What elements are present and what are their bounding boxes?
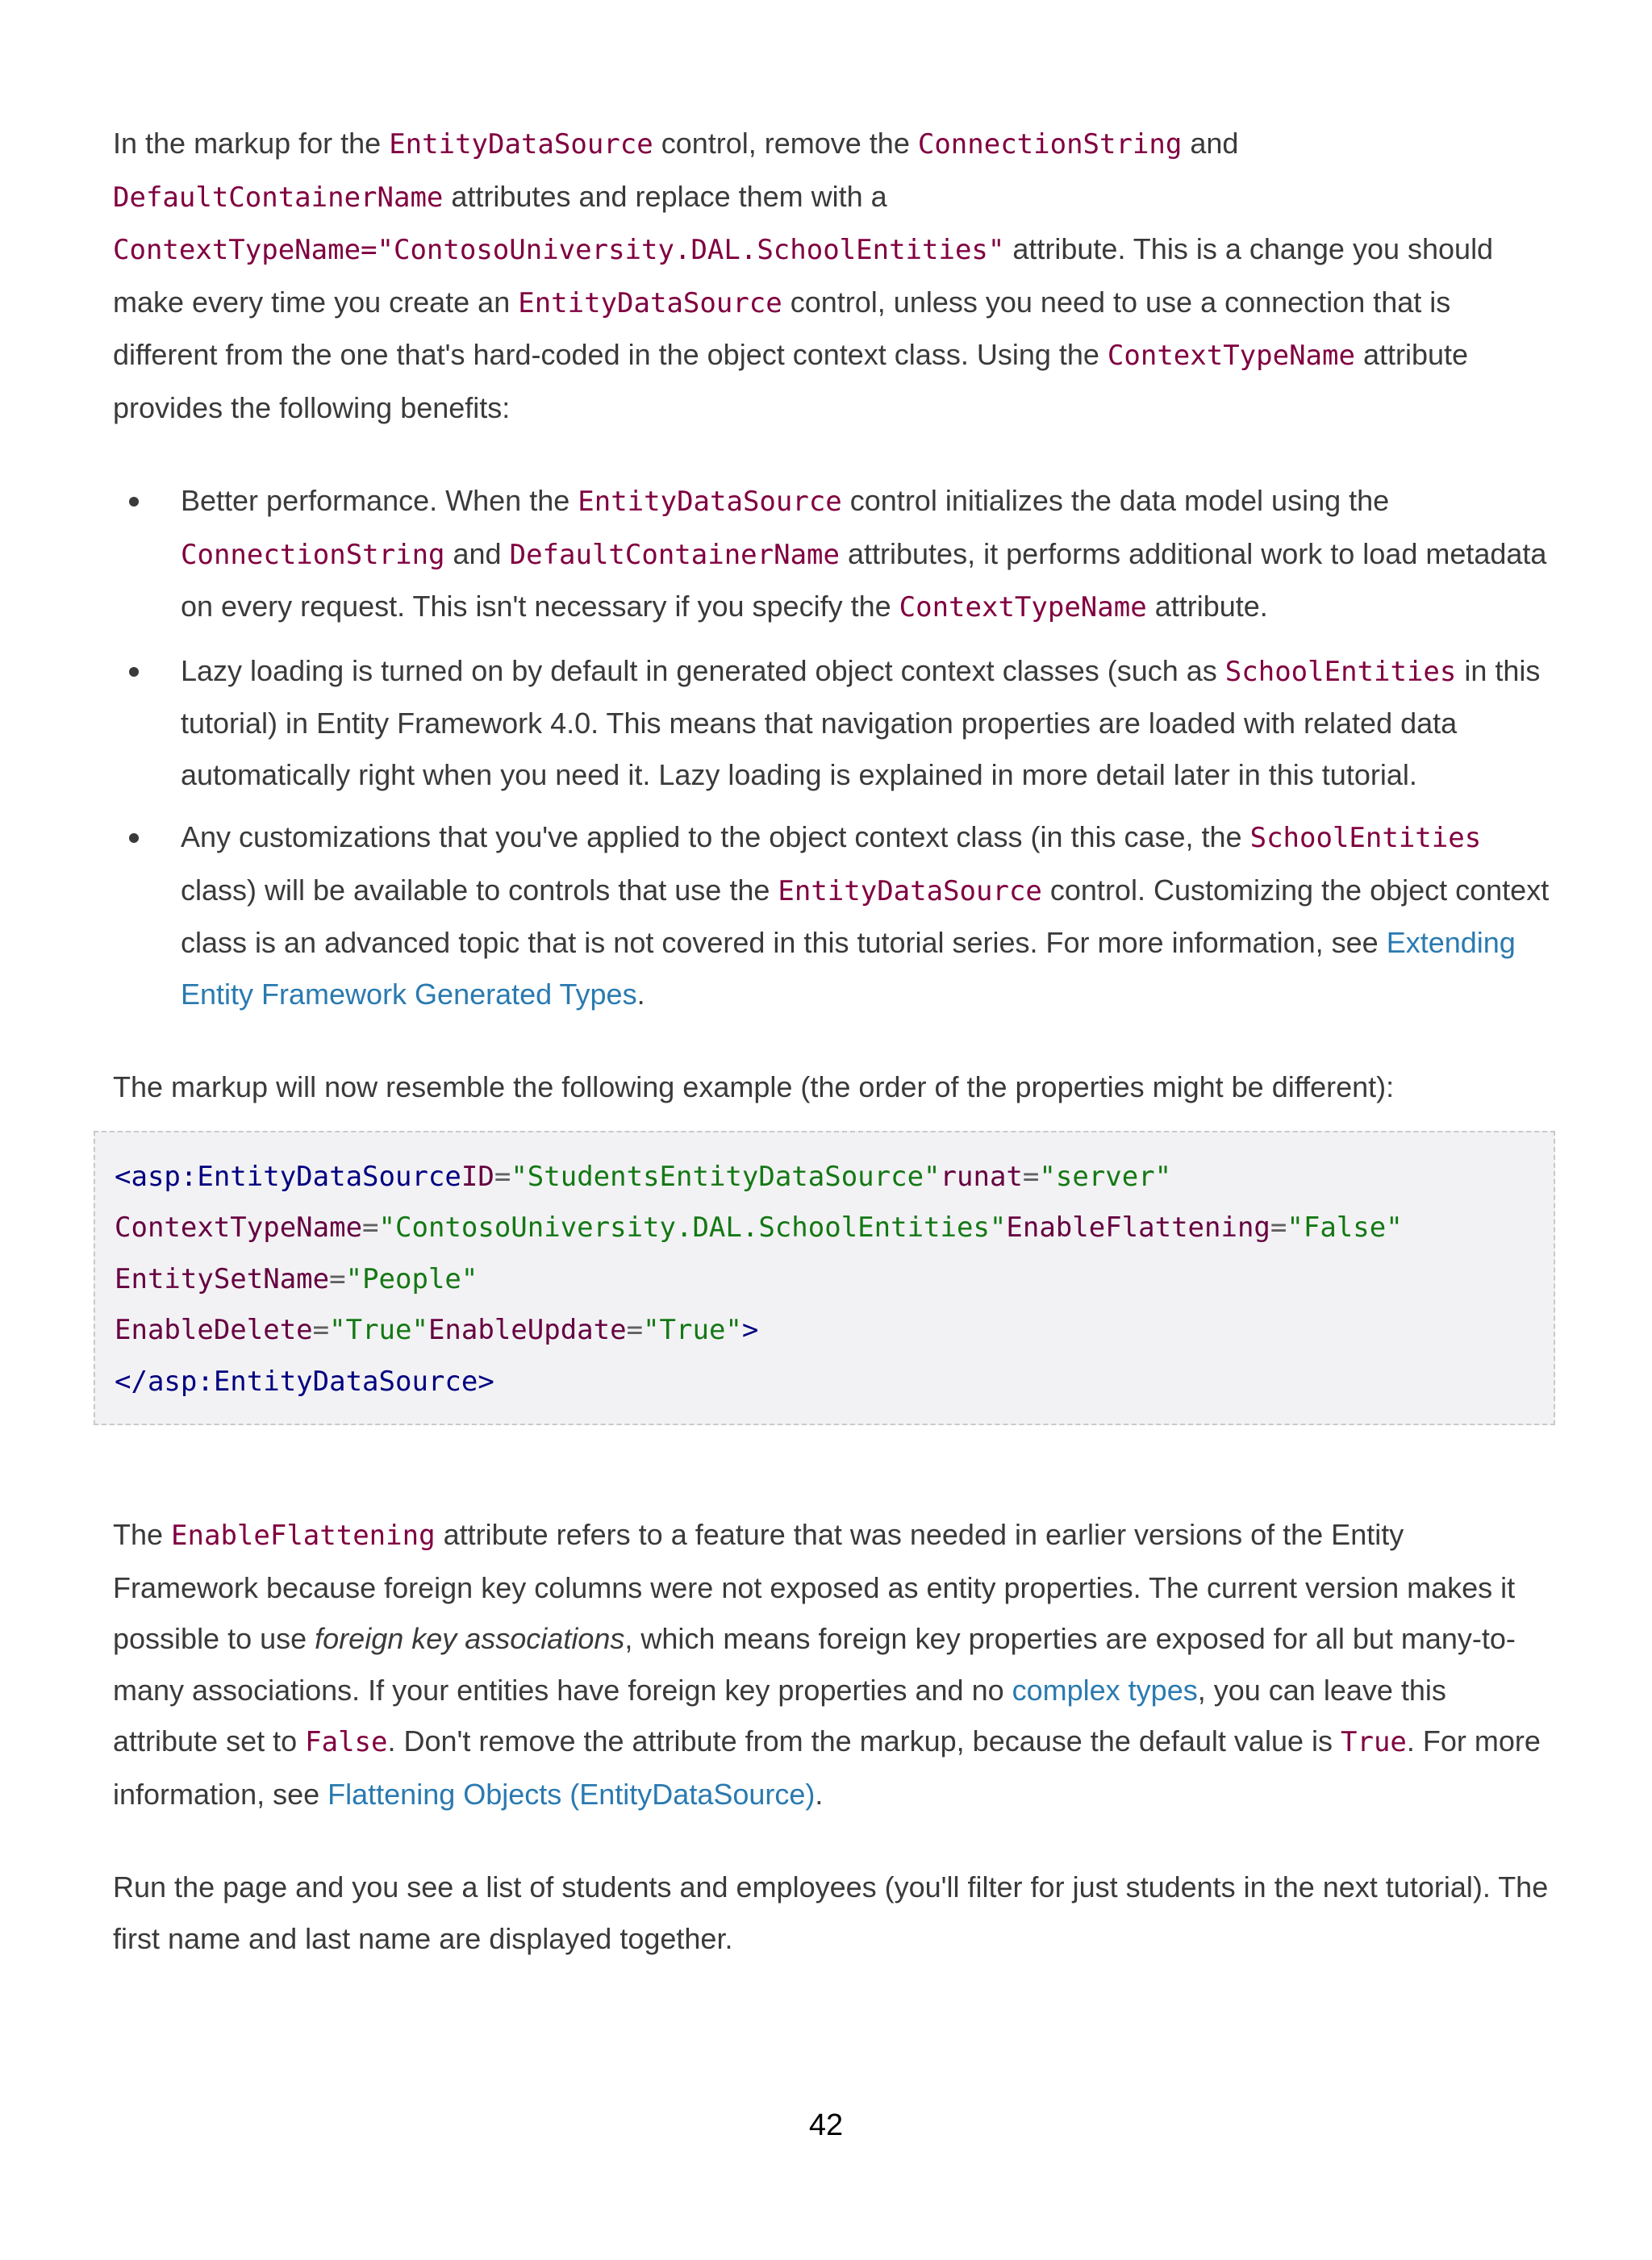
text: , which means foreign key properties are exposed for all but many-to-many associations. If your entities have foreign key properties and no: [113, 1622, 1516, 1707]
text: Better performance. When the: [181, 484, 578, 517]
text: , you can leave this attribute set to: [113, 1673, 1446, 1758]
inline-code: DefaultContainerName: [509, 538, 840, 571]
text: control, remove the: [653, 127, 918, 160]
inline-code: EntityDataSource: [389, 128, 653, 161]
inline-code: EnableFlattening: [171, 1520, 436, 1552]
code-eq: =: [1022, 1160, 1040, 1193]
text: and: [1182, 127, 1239, 160]
code-eq: =: [312, 1314, 330, 1346]
code-eq: =: [494, 1160, 511, 1193]
inline-code: ContextTypeName: [899, 591, 1147, 623]
code-attr: EnableDelete: [115, 1314, 313, 1346]
code-eq: =: [1270, 1211, 1287, 1244]
list-item: [113, 811, 1557, 1020]
code-line: [115, 1152, 1554, 1203]
code-tag: </asp:EntityDataSource>: [115, 1365, 494, 1398]
code-tag: <asp:EntityDataSource: [115, 1160, 461, 1193]
text: attribute.: [1146, 590, 1268, 623]
list-item: [113, 475, 1557, 634]
example-intro-paragraph: The markup will now resemble the following example (the order of the properties might be different):: [113, 1070, 1395, 1103]
code-attr: ID: [461, 1160, 494, 1193]
text: class) will be available to controls that use the: [181, 873, 778, 907]
text: In the markup for the: [113, 127, 390, 160]
inline-code: False: [305, 1726, 388, 1758]
code-value: "StudentsEntityDataSource": [511, 1160, 941, 1193]
inline-code: SchoolEntities: [1249, 822, 1482, 854]
code-attr: EntitySetName: [115, 1262, 330, 1295]
inline-code: DefaultContainerName: [113, 181, 444, 214]
text: attribute refers to a feature that was needed in earlier versions of the Entity Framework because foreign key columns were not exposed as entity properties. The current version makes it possible to use: [113, 1518, 1516, 1655]
inline-code: ConnectionString: [181, 538, 445, 571]
code-attr: EnableUpdate: [428, 1314, 627, 1346]
emphasis: foreign key associations: [315, 1622, 625, 1655]
text: attribute provides the following benefits:: [113, 338, 1469, 424]
inline-code: ConnectionString: [917, 128, 1183, 161]
bullet-icon: [129, 497, 139, 507]
code-value: "ContosoUniversity.DAL.SchoolEntities": [378, 1211, 1007, 1244]
inline-code: EntityDataSource: [518, 286, 782, 319]
text: and: [444, 536, 510, 570]
code-tag: >: [741, 1314, 759, 1346]
text: control, unless you need to use a connection that is different from the one that's hard-coded in the object context class. Using the: [113, 285, 1451, 371]
inline-code: EntityDataSource: [778, 874, 1042, 907]
inline-code: True: [1341, 1726, 1407, 1758]
code-value: "People": [345, 1262, 478, 1295]
text: attribute. This is a change you should make every time you create an: [113, 232, 1494, 319]
code-line: [115, 1305, 1554, 1357]
text: Any customizations that you've applied to the object context class (in this case, the: [181, 820, 1250, 853]
inline-code: ContextTypeName: [1107, 340, 1355, 372]
text: .: [636, 977, 645, 1011]
text: . Don't remove the attribute from the markup, because the default value is: [387, 1724, 1341, 1758]
text: attributes and replace them with a: [443, 179, 887, 213]
page-number: 42: [808, 2108, 844, 2142]
page-content: [113, 118, 1557, 2006]
code-value: "True": [329, 1314, 428, 1346]
inline-code: ContextTypeName="ContosoUniversity.DAL.SchoolEntities": [113, 234, 1005, 266]
inline-code: SchoolEntities: [1224, 655, 1457, 688]
text: attributes, it performs additional work to load metadata on every request. This isn't necessary if you specify the: [181, 536, 1547, 623]
code-value: "False": [1287, 1211, 1403, 1244]
code-eq: =: [626, 1314, 644, 1346]
flattening-objects-link[interactable]: Flattening Objects (EntityDataSource): [327, 1777, 816, 1811]
text: The: [113, 1518, 172, 1551]
code-attr: EnableFlattening: [1006, 1211, 1270, 1244]
inline-code: EntityDataSource: [578, 486, 842, 518]
text: in this tutorial) in Entity Framework 4.0. This means that navigation properties are loaded with related data automatically right when you need it. Lazy loading is explained in more detail later in this tutorial.: [181, 653, 1541, 791]
code-line: [115, 1203, 1554, 1254]
extending-ef-types-link[interactable]: Extending Entity Framework Generated Types: [181, 926, 1516, 1011]
code-attr: ContextTypeName: [115, 1211, 363, 1244]
text: . For more information, see: [113, 1724, 1541, 1811]
complex-types-link[interactable]: complex types: [1012, 1673, 1198, 1707]
code-line: [115, 1357, 1554, 1408]
benefits-list: [113, 475, 1557, 1020]
code-eq: =: [329, 1262, 346, 1295]
text: control. Customizing the object context class is an advanced topic that is not covered in this tutorial series. For more information, see: [181, 873, 1550, 959]
list-item: [113, 645, 1557, 801]
text: Lazy loading is turned on by default in generated object context classes (such as: [181, 653, 1225, 687]
text: control initializes the data model using the: [841, 484, 1390, 517]
code-attr: runat: [940, 1160, 1023, 1193]
bullet-icon: [129, 667, 139, 677]
code-value: "server": [1039, 1160, 1172, 1193]
run-page-paragraph: Run the page and you see a list of students and employees (you'll filter for just students in the next tutorial). The first name and last name are displayed together.: [113, 1870, 1549, 1955]
text: .: [815, 1777, 824, 1811]
intro-paragraph: [113, 118, 1557, 433]
code-eq: =: [362, 1211, 379, 1244]
bullet-icon: [129, 833, 139, 843]
flattening-paragraph: [113, 1509, 1557, 1820]
code-block: [94, 1131, 1555, 1426]
code-value: "True": [643, 1314, 742, 1346]
code-line: [115, 1254, 1554, 1306]
